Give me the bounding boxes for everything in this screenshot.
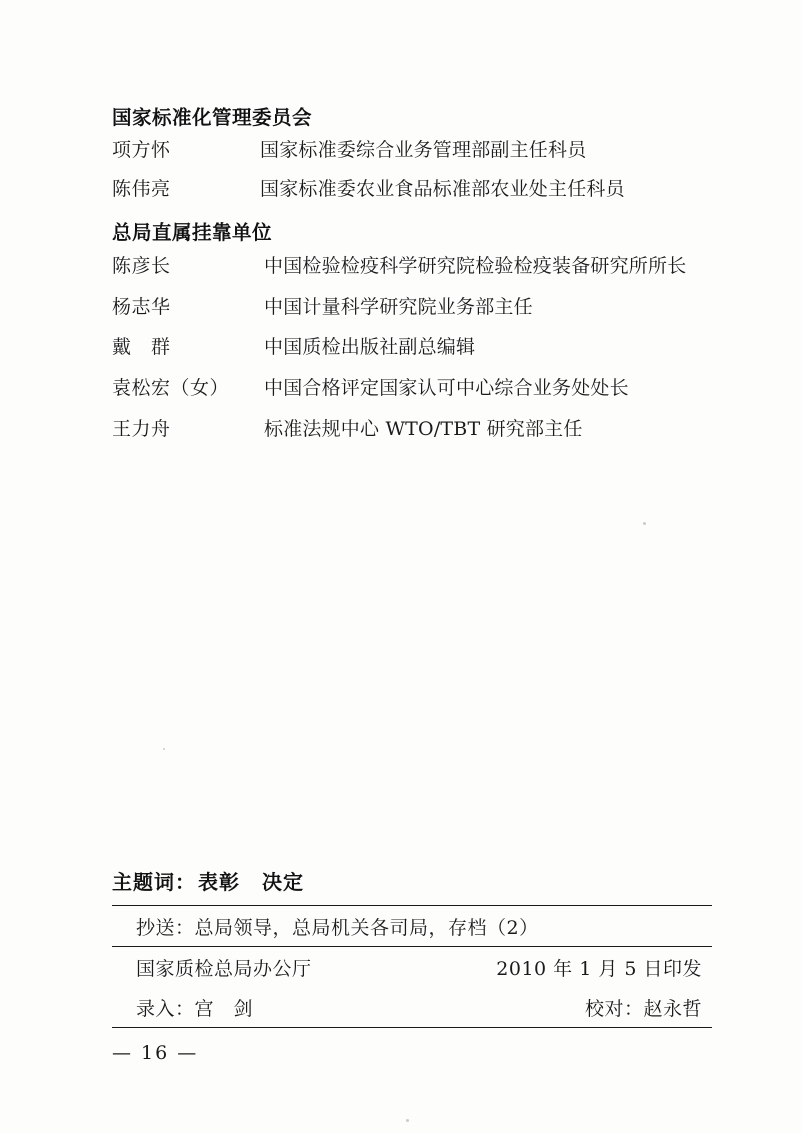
page-number: — 16 — — [112, 1042, 199, 1064]
document-footer — [112, 866, 712, 1028]
person-title: 中国质检出版社副总编辑 — [264, 336, 476, 359]
person-name: 陈彦长 — [112, 254, 171, 277]
typist-text: 录入：宫 剑 — [136, 998, 254, 1020]
paper-speck — [643, 522, 646, 525]
keyword-item: 决定 — [262, 870, 304, 894]
person-title: 标准法规中心 WTO/TBT 研究部主任 — [264, 418, 583, 441]
issuer-line — [112, 947, 712, 987]
person-title: 国家标准委综合业务管理部副主任科员 — [260, 139, 587, 162]
issuer-text: 国家质检总局办公厅 — [136, 958, 312, 980]
person-title: 中国计量科学研究院业务部主任 — [264, 295, 533, 318]
person-title: 国家标准委农业食品标准部农业处主任科员 — [260, 178, 625, 201]
roster-row — [112, 416, 712, 443]
roster-row — [112, 137, 712, 164]
distribution-text: 抄送：总局领导，总局机关各司局，存档（2） — [136, 917, 539, 939]
roster-list-affiliated-units — [112, 253, 712, 444]
roster-row — [112, 334, 712, 361]
roster-list-standardization — [112, 137, 712, 203]
roster-row — [112, 253, 712, 280]
document-body — [112, 104, 712, 457]
person-title: 中国合格评定国家认可中心综合业务处处长 — [264, 377, 629, 400]
paper-speck — [406, 1119, 409, 1122]
roster-row — [112, 294, 712, 321]
person-name: 袁松宏（女） — [112, 377, 230, 400]
paper-speck — [163, 748, 165, 750]
typist-line — [112, 987, 712, 1027]
person-title: 中国检验检疫科学研究院检验检疫装备研究所所长 — [264, 254, 687, 277]
person-name: 陈伟亮 — [112, 178, 171, 201]
distribution-line — [112, 906, 712, 946]
keyword-item: 表彰 — [198, 870, 240, 894]
keywords-label: 主题词： — [112, 870, 196, 894]
person-name: 项方怀 — [112, 139, 171, 162]
roster-row — [112, 375, 712, 402]
roster-row — [112, 176, 712, 203]
footer-rule-bottom — [112, 1027, 712, 1028]
person-name: 杨志华 — [112, 295, 171, 318]
section-heading-standardization: 国家标准化管理委员会 — [112, 106, 313, 129]
section-heading-affiliated-units: 总局直属挂靠单位 — [112, 221, 273, 245]
issue-date-text: 2010 年 1 月 5 日印发 — [496, 958, 702, 980]
proofreader-text: 校对：赵永哲 — [584, 998, 702, 1020]
person-name: 戴 群 — [112, 336, 171, 359]
person-name: 王力舟 — [112, 418, 171, 441]
keywords-line — [112, 866, 712, 895]
